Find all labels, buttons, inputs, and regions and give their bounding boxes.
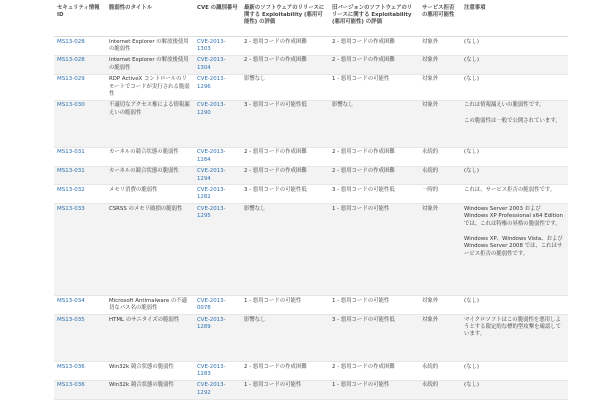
bulletin-id-link[interactable]: MS13-029	[57, 76, 85, 83]
cell-older-exploitability: 3 - 悪用コードの可能性低	[329, 185, 419, 204]
cell-cve-id	[194, 37, 241, 56]
cell-dos-exploitability: 対象外	[419, 315, 461, 362]
cve-link[interactable]: CVE-2013-1303	[197, 38, 226, 52]
cell-older-exploitability: 2 - 悪用コードの作成困難	[329, 55, 419, 74]
cell-notes	[461, 380, 568, 399]
bulletin-id-link[interactable]: MS13-036	[57, 363, 85, 370]
header-vulnerability-title: 脆弱性のタイトル	[106, 3, 194, 37]
table-row	[54, 362, 568, 381]
header-latest-exploitability: 最新のソフトウェアのリリースに関する Exploitability (悪用可能性) の評価	[241, 3, 329, 37]
cell-bulletin-id	[54, 74, 106, 100]
cell-cve-id	[194, 166, 241, 185]
cve-link[interactable]: CVE-2013-1282	[197, 186, 226, 201]
exploitability-index-table	[54, 3, 568, 400]
cell-bulletin-id	[54, 380, 106, 399]
cell-cve-id	[194, 315, 241, 362]
notes-line: (なし)	[464, 297, 479, 304]
cell-notes	[461, 204, 568, 296]
cell-notes	[461, 74, 568, 100]
cell-dos-exploitability: 対象外	[419, 100, 461, 147]
cell-cve-id	[194, 74, 241, 100]
cve-link[interactable]: CVE-2013-1292	[197, 382, 226, 396]
cve-link[interactable]: CVE-2013-1283	[197, 363, 226, 377]
notes-line: これは情報漏えいの脆弱性です。	[464, 102, 545, 109]
table-body	[54, 37, 568, 400]
notes-line: (なし)	[464, 38, 479, 45]
table-row	[54, 204, 568, 296]
cell-dos-exploitability: 永続的	[419, 380, 461, 399]
header-dos-exploitability: サービス拒否の悪用可能性	[419, 3, 461, 37]
cell-bulletin-id	[54, 166, 106, 185]
cell-cve-id	[194, 296, 241, 315]
cell-bulletin-id	[54, 296, 106, 315]
cell-vulnerability-title: Microsoft Antimalware の不適切なパス名の脆弱性	[106, 296, 194, 315]
cve-link[interactable]: CVE-2013-1296	[197, 76, 226, 90]
bulletin-id-link[interactable]: MS13-035	[57, 316, 85, 323]
cell-bulletin-id	[54, 185, 106, 204]
cell-vulnerability-title: カーネルの競合状態の脆弱性	[106, 147, 194, 166]
cell-latest-exploitability: 2 - 悪用コードの作成困難	[241, 55, 329, 74]
cve-link[interactable]: CVE-2013-1284	[197, 149, 226, 163]
cell-dos-exploitability: 対象外	[419, 74, 461, 100]
cell-older-exploitability: 2 - 悪用コードの作成困難	[329, 362, 419, 381]
cell-dos-exploitability: 永続的	[419, 362, 461, 381]
cell-vulnerability-title: 不適切なアクセス権による情報漏えいの脆弱性	[106, 100, 194, 147]
cell-latest-exploitability: 2 - 悪用コードの作成困難	[241, 362, 329, 381]
table-row	[54, 37, 568, 56]
bulletin-id-link[interactable]: MS13-033	[57, 205, 85, 212]
cell-dos-exploitability: 一時的	[419, 185, 461, 204]
cell-latest-exploitability: 影響なし	[241, 74, 329, 100]
cell-cve-id	[194, 55, 241, 74]
bulletin-id-link[interactable]: MS13-034	[57, 297, 85, 304]
bulletin-id-link[interactable]: MS13-028	[57, 57, 85, 64]
cell-latest-exploitability: 2 - 悪用コードの作成困難	[241, 37, 329, 56]
cell-vulnerability-title: Win32k 競合状態の脆弱性	[106, 380, 194, 399]
bulletin-id-link[interactable]: MS13-031	[57, 168, 85, 175]
notes-line: マイクロソフトはこの脆弱性を悪用しようとする限定的な標的型攻撃を確認しています。	[464, 316, 562, 338]
cell-bulletin-id	[54, 55, 106, 74]
cell-older-exploitability: 1 - 悪用コードの可能性	[329, 380, 419, 399]
cell-notes	[461, 37, 568, 56]
cell-notes	[461, 362, 568, 381]
cell-latest-exploitability: 影響なし	[241, 315, 329, 362]
cell-cve-id	[194, 100, 241, 147]
header-bulletin-id: セキュリティ情報 ID	[54, 3, 106, 37]
cell-latest-exploitability: 1 - 悪用コードの可能性	[241, 380, 329, 399]
cve-link[interactable]: CVE-2013-0078	[197, 297, 226, 312]
cell-cve-id	[194, 204, 241, 296]
notes-line: Windows XP、Windows Vista、および Windows Server 2008 では、これはサービス拒否の脆弱性です。	[464, 236, 563, 257]
notes-line: (なし)	[464, 76, 479, 83]
table-header-row	[54, 3, 568, 37]
cell-dos-exploitability: 対象外	[419, 55, 461, 74]
header-cve-id: CVE の識別番号	[194, 3, 241, 37]
cell-latest-exploitability: 3 - 悪用コードの可能性低	[241, 185, 329, 204]
table-row	[54, 74, 568, 100]
cell-notes	[461, 315, 568, 362]
cell-notes	[461, 185, 568, 204]
cell-vulnerability-title: Internet Explorer の解放後使用の脆弱性	[106, 37, 194, 56]
cve-link[interactable]: CVE-2013-1294	[197, 168, 226, 182]
cell-vulnerability-title: Win32k 競合状態の脆弱性	[106, 362, 194, 381]
table-row	[54, 166, 568, 185]
cell-latest-exploitability: 3 - 悪用コードの可能性低	[241, 100, 329, 147]
cell-notes	[461, 166, 568, 185]
bulletin-id-link[interactable]: MS13-028	[57, 38, 85, 45]
exploitability-table-container	[54, 3, 568, 400]
notes-line: (なし)	[464, 363, 479, 370]
table-row	[54, 315, 568, 362]
cell-older-exploitability: 3 - 悪用コードの可能性低	[329, 315, 419, 362]
notes-line: Windows Server 2003 および Windows XP Professional x64 Edition では、これは特権の昇格の脆弱性です。	[464, 205, 563, 227]
cve-link[interactable]: CVE-2013-1304	[197, 57, 226, 71]
table-row	[54, 100, 568, 147]
cell-vulnerability-title: RDP ActiveX コントロールのリモートでコードが実行される脆弱性	[106, 74, 194, 100]
cell-notes	[461, 55, 568, 74]
notes-gap	[464, 228, 566, 236]
notes-gap	[464, 110, 566, 118]
cell-older-exploitability: 影響なし	[329, 100, 419, 147]
cell-vulnerability-title: カーネルの競合状態の脆弱性	[106, 166, 194, 185]
cell-bulletin-id	[54, 37, 106, 56]
cell-dos-exploitability: 対象外	[419, 204, 461, 296]
table-row	[54, 296, 568, 315]
cell-vulnerability-title: Internet Explorer の解放後使用の脆弱性	[106, 55, 194, 74]
bulletin-id-link[interactable]: MS13-031	[57, 149, 85, 156]
cell-dos-exploitability: 永続的	[419, 166, 461, 185]
cell-older-exploitability: 2 - 悪用コードの作成困難	[329, 37, 419, 56]
cell-bulletin-id	[54, 100, 106, 147]
table-row	[54, 147, 568, 166]
cell-older-exploitability: 1 - 悪用コードの可能性	[329, 204, 419, 296]
cell-cve-id	[194, 362, 241, 381]
cell-older-exploitability: 2 - 悪用コードの作成困難	[329, 147, 419, 166]
cell-older-exploitability: 2 - 悪用コードの作成困難	[329, 166, 419, 185]
table-row	[54, 55, 568, 74]
cell-bulletin-id	[54, 204, 106, 296]
cell-cve-id	[194, 380, 241, 399]
notes-line: (なし)	[464, 57, 479, 64]
cell-bulletin-id	[54, 362, 106, 381]
bulletin-id-link[interactable]: MS13-030	[57, 102, 85, 109]
cell-bulletin-id	[54, 315, 106, 362]
cell-cve-id	[194, 147, 241, 166]
notes-line: この脆弱性は一般で公開されています。	[464, 117, 561, 124]
table-row	[54, 380, 568, 399]
cve-link[interactable]: CVE-2013-1290	[197, 102, 226, 116]
cell-dos-exploitability: 永続的	[419, 147, 461, 166]
cell-cve-id	[194, 185, 241, 204]
cell-older-exploitability: 1 - 悪用コードの可能性	[329, 74, 419, 100]
header-notes: 注意事項	[461, 3, 568, 37]
cell-vulnerability-title: HTML のサニタイズの脆弱性	[106, 315, 194, 362]
cell-dos-exploitability: 対象外	[419, 296, 461, 315]
cve-link[interactable]: CVE-2013-1289	[197, 316, 226, 330]
cell-latest-exploitability: 影響なし	[241, 204, 329, 296]
cell-vulnerability-title: CSRSS のメモリ破損の脆弱性	[106, 204, 194, 296]
header-older-exploitability: 旧バージョンのソフトウェアのリリースに関する Exploitability (悪用可能性) の評価	[329, 3, 419, 37]
notes-line: (なし)	[464, 149, 479, 156]
notes-line: (なし)	[464, 168, 479, 175]
cell-bulletin-id	[54, 147, 106, 166]
bulletin-id-link[interactable]: MS13-036	[57, 382, 85, 389]
cell-notes	[461, 296, 568, 315]
cell-dos-exploitability: 対象外	[419, 37, 461, 56]
cell-latest-exploitability: 2 - 悪用コードの作成困難	[241, 166, 329, 185]
notes-line: (なし)	[464, 382, 479, 389]
cell-older-exploitability: 1 - 悪用コードの可能性	[329, 296, 419, 315]
cell-notes	[461, 147, 568, 166]
cell-latest-exploitability: 2 - 悪用コードの作成困難	[241, 147, 329, 166]
bulletin-id-link[interactable]: MS13-032	[57, 186, 85, 193]
notes-line: これは、サービス拒否の脆弱性です。	[464, 186, 556, 193]
cell-vulnerability-title: メモリ消費の脆弱性	[106, 185, 194, 204]
cell-notes	[461, 100, 568, 147]
cve-link[interactable]: CVE-2013-1295	[197, 205, 226, 220]
table-row	[54, 185, 568, 204]
cell-latest-exploitability: 1 - 悪用コードの可能性	[241, 296, 329, 315]
